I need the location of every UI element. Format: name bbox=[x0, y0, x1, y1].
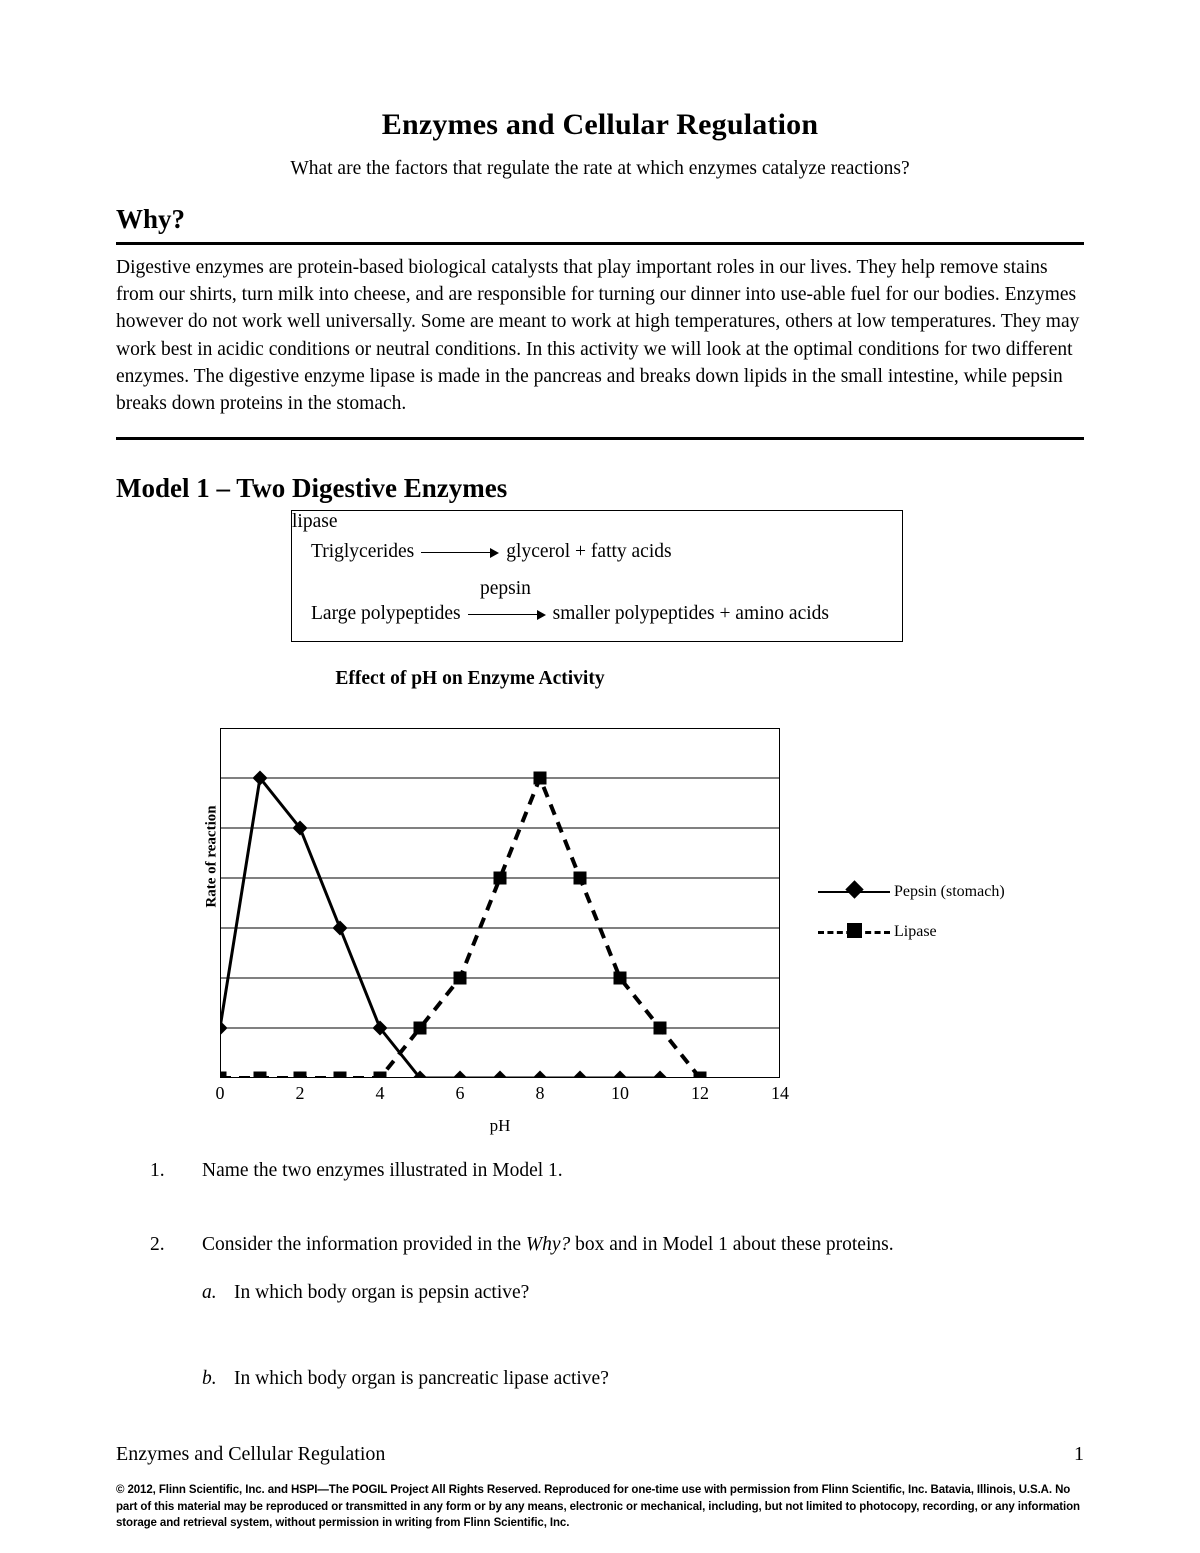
model-1-heading: Model 1 – Two Digestive Enzymes bbox=[116, 473, 508, 503]
question-1-number: 1. bbox=[150, 1160, 165, 1181]
footer-page-number: 1 bbox=[1074, 1443, 1084, 1465]
footer-copyright: © 2012, Flinn Scientific, Inc. and HSPI—The POGIL Project All Rights Reserved. Reproduced for one-time use with permission from Flinn Scientific, Inc. Batavia, Illinois, U.S.A. No part of this material may be reproduced or transmitted in any form or by any means, electronic or mechanical, including, but not limited to photocopy, recording, or any information storage and retrieval system, without permission in writing from Flinn Scientific, Inc. bbox=[116, 1484, 1080, 1529]
chart-x-axis-label: pH bbox=[489, 1116, 511, 1135]
chart-x-tick-labels bbox=[215, 1083, 789, 1109]
chart-legend bbox=[818, 880, 1068, 960]
why-rule-top bbox=[116, 242, 1084, 245]
question-1 bbox=[150, 1160, 1050, 1182]
chart-x-tick-label: 6 bbox=[455, 1083, 465, 1103]
legend-item-lipase bbox=[818, 920, 1068, 960]
enzyme-activity-chart bbox=[150, 668, 1070, 1138]
questions-list bbox=[150, 1160, 1050, 1442]
reaction-arrow-icon bbox=[421, 546, 499, 558]
chart-y-axis-label: Rate of reaction bbox=[203, 805, 220, 908]
reaction-2-reactant: Large polypeptides bbox=[311, 603, 461, 624]
footer-title: Enzymes and Cellular Regulation bbox=[116, 1443, 386, 1465]
question-2b-letter: b. bbox=[202, 1368, 217, 1389]
chart-plot-frame bbox=[220, 728, 780, 1078]
chart-x-tick-label: 14 bbox=[771, 1083, 789, 1103]
question-2a-letter: a. bbox=[202, 1282, 217, 1303]
chart-x-tick-label: 2 bbox=[295, 1083, 305, 1103]
question-2-number: 2. bbox=[150, 1234, 165, 1255]
page-subtitle: What are the factors that regulate the rate at which enzymes catalyze reactions? bbox=[290, 158, 910, 179]
legend-label-lipase: Lipase bbox=[894, 923, 937, 940]
reaction-2 bbox=[311, 603, 829, 625]
question-2-text-italic: Why? bbox=[525, 1234, 571, 1255]
why-section-body: Digestive enzymes are protein-based biological catalysts that play important roles in our lives. They help remove stains from our shirts, turn milk into cheese, and are responsible for turning our dinner into use-able fuel for our bodies. Enzymes however do not work well universally. Some are meant to work at high temperatures, others at low temperatures. They may work best in acidic conditions or neutral conditions. In this activity we will look at the optimal conditions for two different enzymes. The digestive enzyme lipase is made in the pancreas and breaks down lipids in the small intestine, while pepsin breaks down proteins in the stomach. bbox=[116, 257, 1080, 415]
reaction-1-reactant: Triglycerides bbox=[311, 541, 415, 562]
page-title: Enzymes and Cellular Regulation bbox=[381, 108, 819, 141]
reaction-box bbox=[291, 510, 903, 642]
chart-x-tick-label: 8 bbox=[535, 1083, 545, 1103]
why-rule-bottom bbox=[116, 437, 1084, 440]
reaction-1 bbox=[311, 541, 672, 563]
reaction-2-enzyme-label: pepsin bbox=[480, 578, 531, 599]
legend-label-pepsin: Pepsin (stomach) bbox=[894, 883, 1005, 900]
diamond-marker-icon bbox=[845, 880, 863, 898]
why-section-heading: Why? bbox=[116, 204, 186, 234]
question-2-text bbox=[202, 1234, 1050, 1256]
question-2 bbox=[150, 1234, 1050, 1390]
question-2-text-before: Consider the information provided in the bbox=[202, 1234, 526, 1255]
reaction-2-product: smaller polypeptides + amino acids bbox=[552, 603, 829, 624]
reaction-1-enzyme-label: lipase bbox=[292, 511, 338, 532]
question-2b-text: In which body organ is pancreatic lipase active? bbox=[234, 1368, 609, 1389]
square-marker-icon bbox=[847, 923, 862, 938]
question-2-text-after: box and in Model 1 about these proteins. bbox=[570, 1234, 894, 1255]
chart-x-tick-label: 12 bbox=[691, 1083, 709, 1103]
reaction-1-product: glycerol + fatty acids bbox=[506, 541, 672, 562]
chart-title: Effect of pH on Enzyme Activity bbox=[335, 668, 605, 689]
chart-x-tick-label: 4 bbox=[375, 1083, 385, 1103]
chart-plot-area bbox=[220, 728, 780, 1078]
question-1-text: Name the two enzymes illustrated in Model 1. bbox=[202, 1160, 563, 1181]
chart-x-tick-label: 0 bbox=[215, 1083, 225, 1103]
reaction-arrow-icon bbox=[468, 608, 546, 620]
legend-item-pepsin bbox=[818, 880, 1068, 920]
question-2a-text: In which body organ is pepsin active? bbox=[234, 1282, 530, 1303]
chart-x-tick-label: 10 bbox=[611, 1083, 629, 1103]
question-2b bbox=[202, 1368, 1050, 1390]
question-2a bbox=[202, 1282, 1050, 1304]
